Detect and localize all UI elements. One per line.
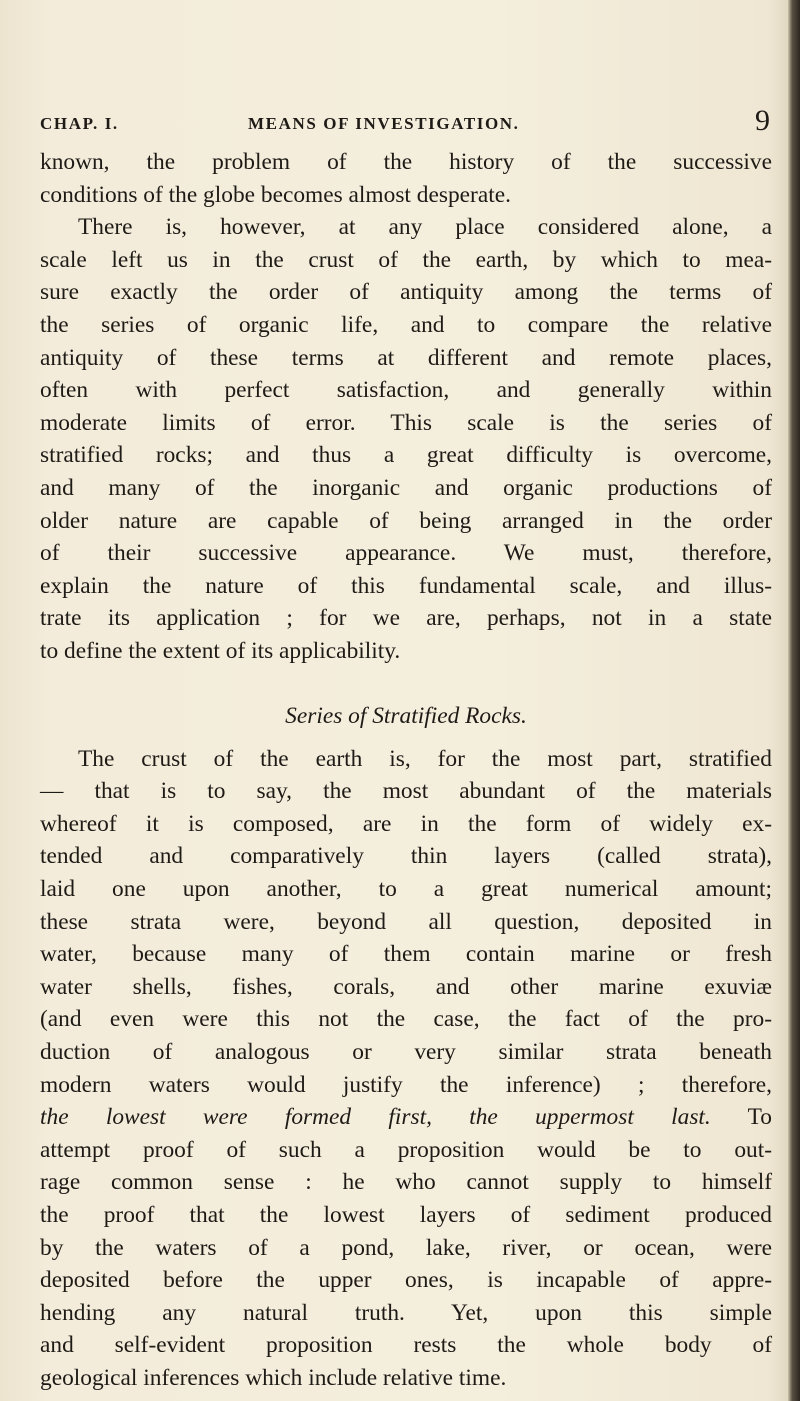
italic-text-line [40,1101,772,1134]
text-line: these strata were, beyond all question, deposited in [40,908,772,935]
text-line: by the waters of a pond, lake, river, or ocean, were [40,1234,772,1261]
text-line: explain the nature of this fundamental scale, and illus- [40,572,772,599]
text-line: trate its application ; for we are, perhaps, not in a state [40,605,772,632]
italic-phrase: the lowest were formed first, the uppermost last. [40,1104,711,1131]
text-line: scale left us in the crust of the earth, by which to mea- [40,246,772,273]
text-line: known, the problem of the history of the successive [40,149,772,175]
text-line: water, because many of them contain marine or fresh [40,941,772,968]
spacer [40,733,772,743]
text-line: moderate limits of error. This scale is the series of [40,409,772,436]
running-header [40,104,772,138]
text-line: and many of the inorganic and organic productions of [40,474,772,501]
text-line: duction of analogous or very similar strata beneath [40,1039,772,1066]
page-number: 9 [755,104,770,137]
text-line: laid one upon another, to a great numerical amount; [40,876,772,903]
text-line: rage common sense : he who cannot supply to himself [40,1169,772,1196]
text-line: stratified rocks; and thus a great difficulty is overcome, [40,442,772,469]
text-line: (and even were this not the case, the fact of the pro- [40,1006,772,1033]
text-line: older nature are capable of being arranged in the order [40,507,772,534]
text-line: sure exactly the order of antiquity among the terms of [40,279,772,306]
section-heading: Series of Stratified Rocks. [285,703,527,730]
text-line: antiquity of these terms at different and remote places, [40,344,772,371]
chapter-label: CHAP. I. [40,114,119,133]
text-line: and self-evident proposition rests the whole body of [40,1332,772,1359]
text-line: the proof that the lowest layers of sediment produced [40,1202,772,1228]
page-body [40,146,772,1395]
text-line: geological inferences which include relative time. [40,1364,507,1391]
text-line: whereof it is composed, are in the form of widely ex- [40,810,772,837]
text-line: the series of organic life, and to compare the relative [40,311,772,338]
text-line: water shells, fishes, corals, and other marine exuviæ [40,973,772,1000]
text-line: attempt proof of such a proposition would be to out- [40,1136,772,1163]
text-line: to define the extent of its applicability. [40,637,401,664]
spacer [40,668,772,701]
text-line: There is, however, at any place considered alone, a [78,214,772,241]
text-line: deposited before the upper ones, is incapable of appre- [40,1267,772,1294]
text-line: often with perfect satisfaction, and generally within [40,377,772,404]
page-edge-shadow [788,0,800,1401]
text-line: hending any natural truth. Yet, upon this simple [40,1299,772,1326]
text-line: tended and comparatively thin layers (called strata), [40,843,772,870]
text-line: of their successive appearance. We must, therefore, [40,540,772,567]
running-title: MEANS OF INVESTIGATION. [248,114,520,133]
text-fragment: To [710,1104,772,1131]
text-line: conditions of the globe becomes almost desperate. [40,181,511,208]
text-line: — that is to say, the most abundant of the materials [40,778,772,805]
text-line: The crust of the earth is, for the most part, stratified [78,745,772,772]
text-line: modern waters would justify the inference) ; therefore, [40,1071,772,1098]
